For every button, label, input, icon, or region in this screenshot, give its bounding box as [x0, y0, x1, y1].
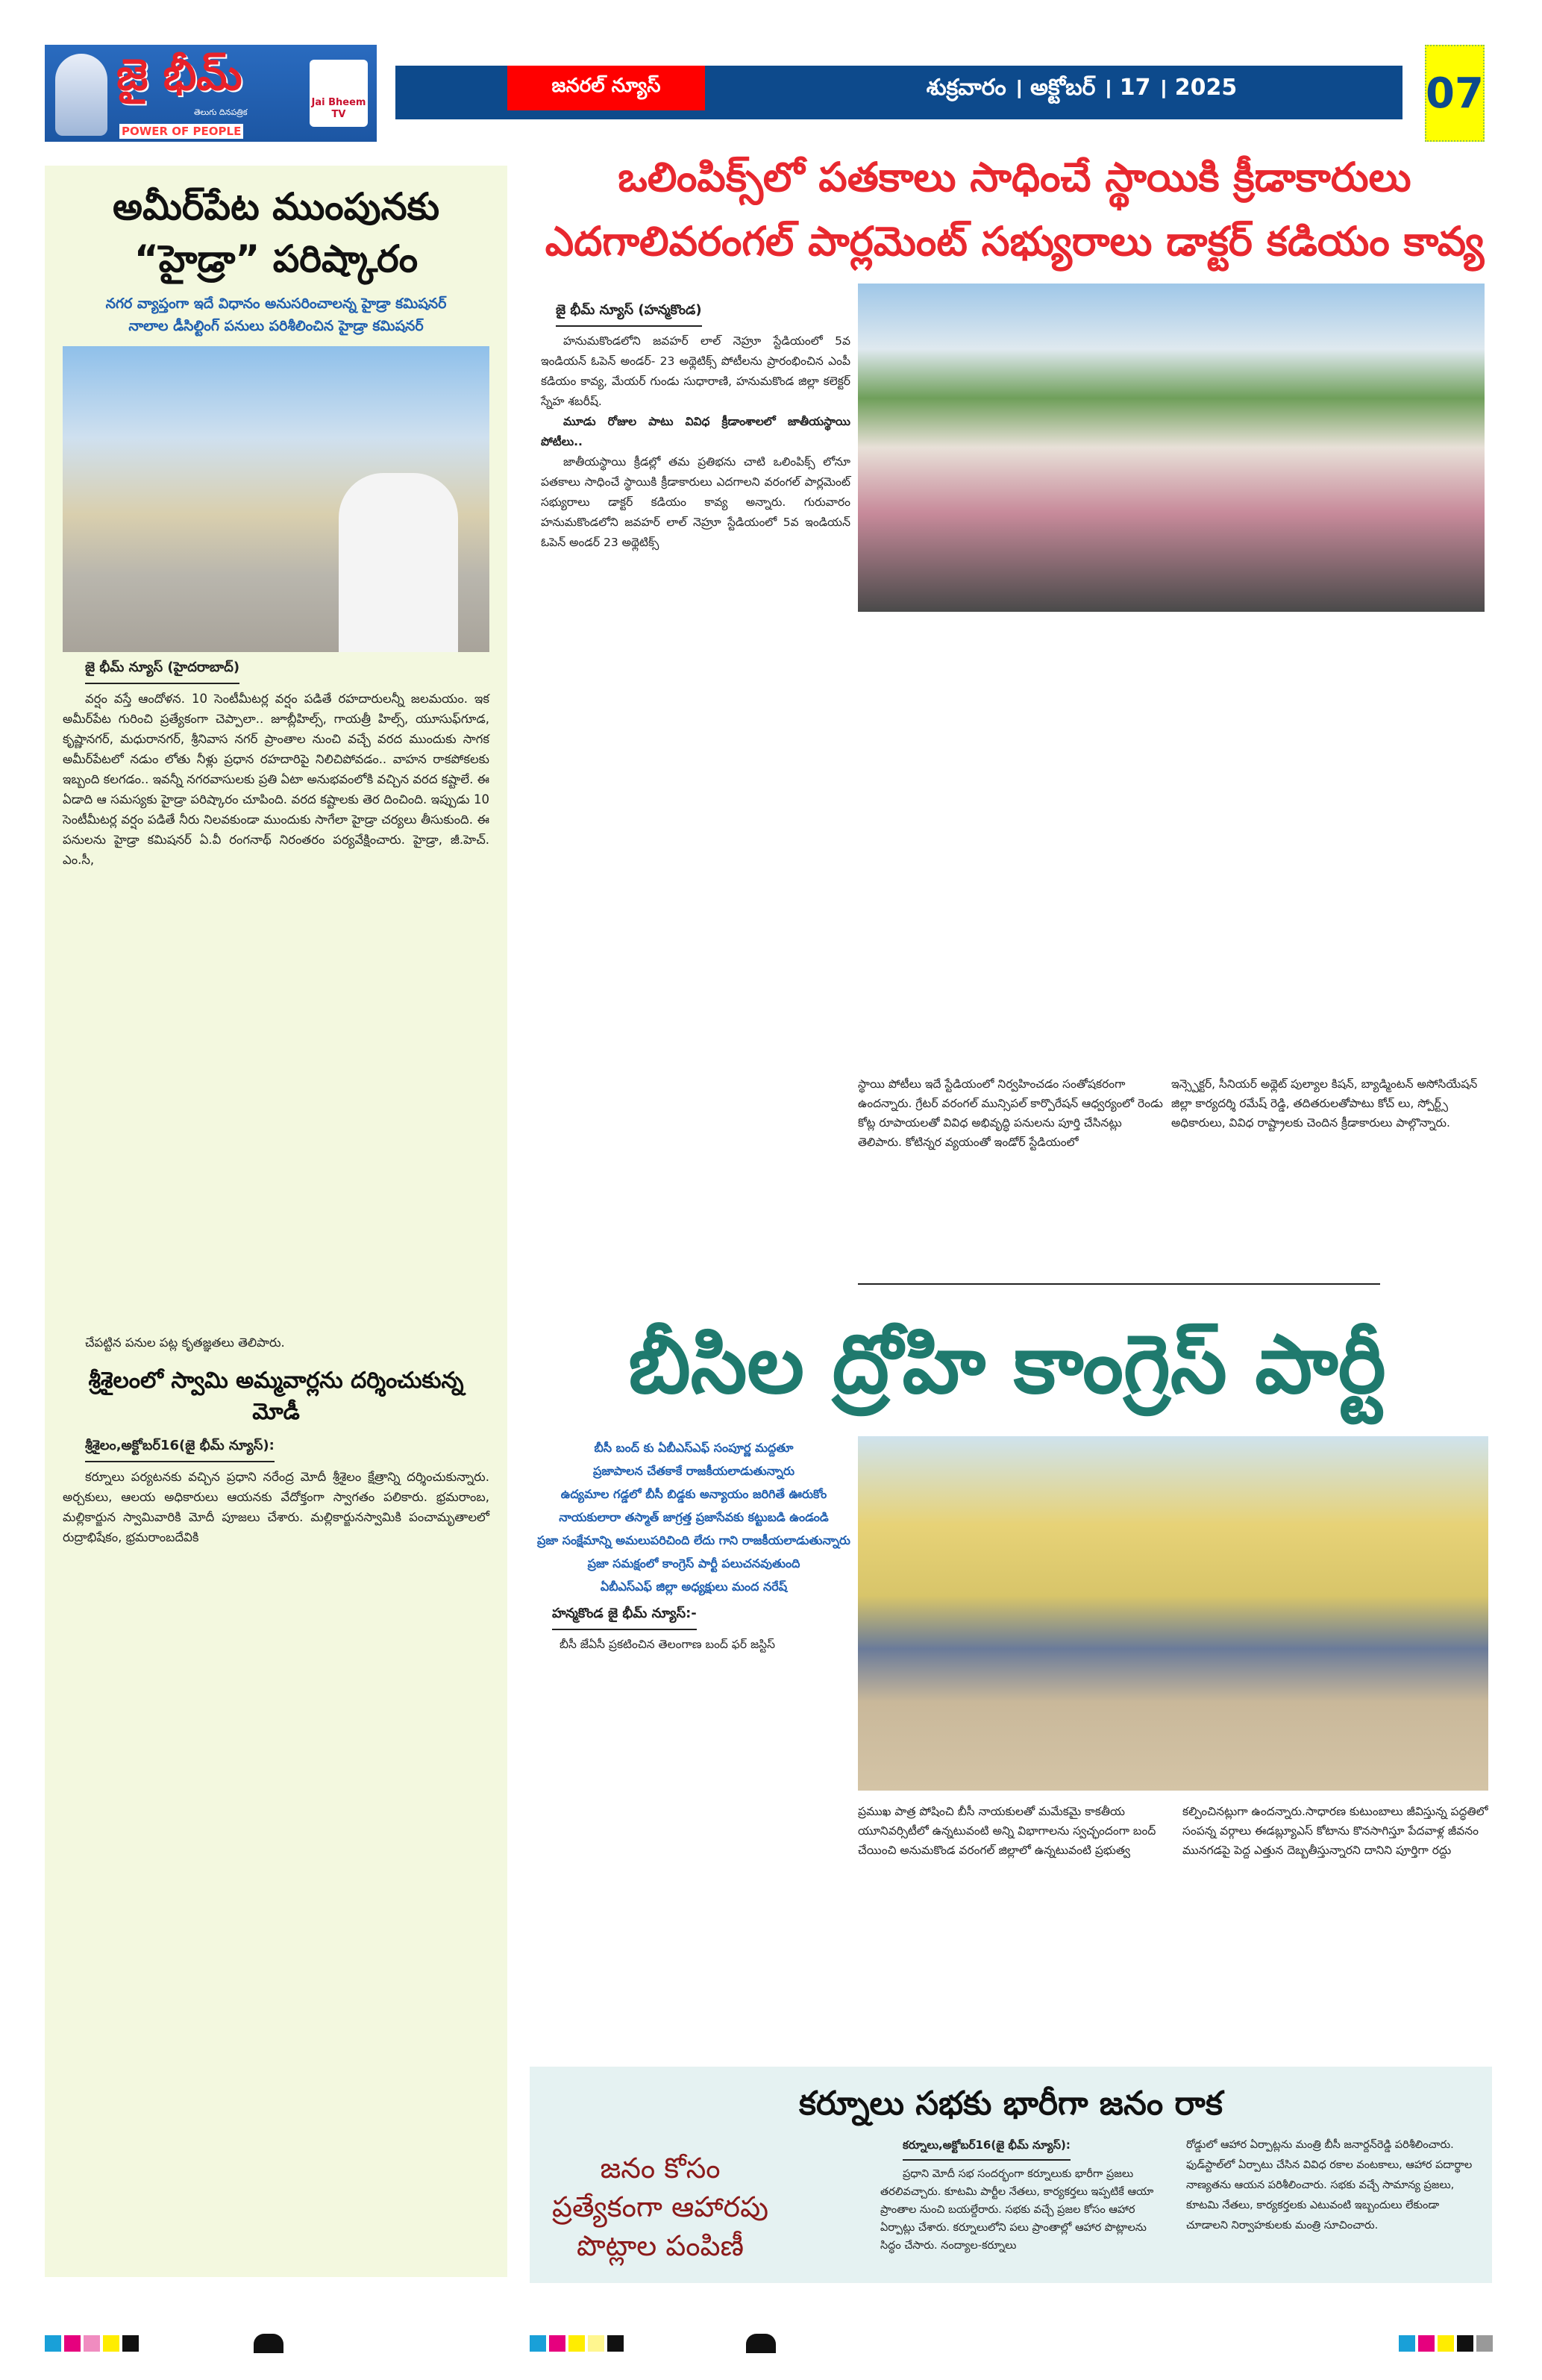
subhead: ఏబీఎస్ఎఫ్ జిల్లా అధ్యక్షులు మంద నరేష్ — [600, 1579, 788, 1594]
kurnool-article — [530, 2067, 1492, 2283]
page-number: 07 — [1425, 45, 1485, 142]
article-closing: చేపట్టిన పనుల పట్ల కృతజ్ఞతలు తెలిపారు. — [85, 1335, 285, 1350]
srisailam-article — [45, 1353, 507, 1547]
subtitle: తెలుగు దినపత్రిక — [194, 107, 248, 117]
subhead: బీసీ బంద్ కు ఏబీఎస్ఎఫ్ సంపూర్ణ మద్దతూ — [594, 1441, 794, 1455]
crop-mark — [746, 2334, 776, 2353]
article-body: బీసీ జేఏసీ ప్రకటించిన తెలంగాణ బంద్ ఫర్ జస్టిస్ — [560, 1638, 776, 1651]
tv-logo: Jai Bheem TV — [310, 60, 368, 127]
bc-headline: బీసిల ద్రోహి కాంగ్రెస్ పార్టీ — [628, 1318, 1386, 1412]
bc-subheads — [537, 1436, 850, 1655]
headline: శ్రీశైలంలో స్వామి అమ్మవార్లను దర్శించుకున్న మోడీ — [88, 1368, 464, 1425]
olympics-col-3: ఇన్స్పెక్టర్, సీనియర్ అథ్లెట్ పుల్యాల కిషన్, బ్యాడ్మింటన్ అసోసియేషన్ జిల్లా కార్యదర్శి రమేష్ రెడ్డి, తదితరులతోపాటు కోచ్ లు, స్పోర్ట్స్ అధికారులు, వివిధ రాష్ట్రాలకు చెందిన క్రీడాకారులు పాల్గొన్నారు. — [1171, 1077, 1478, 1130]
dateline: హన్మకొండ జై భీమ్ న్యూస్:- — [552, 1606, 697, 1630]
headline-line: ఎదగాలివరంగల్ పార్లమెంట్ సభ్యురాలు డాక్టర్ కడియం కావ్య — [545, 218, 1485, 265]
subhead: నాయకులారా తస్మాత్ జాగ్రత్త ప్రజాసేవకు కట్టుబడి ఉండండి — [559, 1510, 829, 1524]
subhead: ప్రజా సమక్షంలో కాంగ్రెస్ పార్టీ పలుచనవుతుంది — [587, 1556, 800, 1571]
subhead: ప్రజా సంక్షేమాన్ని అమలుపరిచింది లేదు గాని రాజకీయలాడుతున్నారు — [537, 1533, 850, 1547]
subhead: ఉద్యమాల గడ్డలో బీసీ బిడ్డకు అన్యాయం జరిగితే ఊరుకోం — [560, 1487, 827, 1501]
amberpet-article — [45, 166, 507, 1353]
subhead: నగర వ్యాప్తంగా ఇదే విధానం అనుసరించాలన్న హైడ్రా కమిషనర్ — [105, 295, 447, 312]
hydra-inspection-photo — [63, 346, 489, 652]
crop-mark — [254, 2334, 283, 2353]
kurnool-col-2: రోడ్డులో ఆహార ఏర్పాట్లను మంత్రి బీసీ జనార్దన్‌రెడ్డి పరిశీలించారు. ఫుడ్‌స్టాల్‌లో ఏర్పాటు చేసిన వివిధ రకాల వంటకాలు, ఆహార పదార్థాల నాణ్యతను ఆయన పరిశీలించారు. సభకు వచ్చే సామాన్య ప్రజలు, కూటమి నేతలు, కార్యకర్తలకు ఎటువంటి ఇబ్బందులు లేకుండా చూడాలని నిర్వాహకులకు మంత్రి సూచించారు. — [1186, 2139, 1473, 2232]
left-column — [45, 166, 507, 2277]
divider — [858, 1283, 1380, 1285]
headline: అమీర్‌పేట ముంపునకు — [112, 185, 440, 228]
paper-name: జై భీమ్ — [116, 49, 242, 100]
article-body: ప్రధాని మోదీ సభ సందర్భంగా కర్నూలుకు భారీగా ప్రజలు తరలివచ్చారు. కూటమి పార్టీల నేతలు, కార్యకర్తలు ఇప్పటికే ఆయా ప్రాంతాల నుంచి బయల్దేరారు. సభకు వచ్చే ప్రజల కోసం ఆహార ఏర్పాట్లు చేశారు. కర్నూలులోని పలు ప్రాంతాల్లో ఆహార పొట్లాలను సిద్ధం చేసారు. నంద్యాల-కర్నూలు — [880, 2168, 1154, 2252]
dateline: కర్నూలు,అక్టోబర్16(జై భీమ్ న్యూస్): — [903, 2138, 1071, 2161]
lead: హనుమకొండలోని జవహర్ లాల్ నెహ్రూ స్టేడియంలో 5వ ఇండియన్ ఓపెన్ అండర్- 23 అథ్లెటిక్స్ పోటీలను ప్రారంభించిన ఎంపీ కడియం కావ్య, మేయర్ గుండు సుధారాణి, హనుమకొండ జిల్లా కలెక్టర్ స్నేహ శబరీష్. — [541, 334, 850, 408]
headline-line: ఒలింపిక్స్‌లో పతకాలు సాధించే స్థాయికి క్రీడాకారులు — [618, 154, 1411, 201]
kurnool-col-1 — [880, 2138, 1164, 2255]
article-body: జాతీయస్థాయి క్రీడల్లో తమ ప్రతిభను చాటి ఒలింపిక్స్ లోనూ పతకాలు సాధించే స్థాయికి క్రీడాకారులు ఎదగాలని వరంగల్ పార్లమెంట్ సభ్యురాలు డాక్టర్ కడియం కావ్య అన్నారు. గురువారం హనుమకొండలోని జవహర్ లాల్ నెహ్రూ స్టేడియంలో 5వ ఇండియన్ ఓపెన్ అండర్ 23 అథ్లెటిక్స్ — [541, 455, 850, 549]
dateline: జై భీమ్ న్యూస్ (హన్మకొండ) — [556, 302, 702, 327]
side-title: జనం కోసం ప్రత్యేకంగా ఆహారపు పొట్లాల పంపిణీ — [551, 2152, 768, 2262]
olympics-col-2: స్థాయి పోటీలు ఇదే స్టేడియంలో నిర్వహించడం సంతోషకరంగా ఉందన్నారు. గ్రేటర్ వరంగల్ మున్సిపల్ కార్పొరేషన్ ఆధ్వర్యంలో రెండు కోట్ల రూపాయలతో వివిధ అభివృద్ధి పనులను పూర్తి చేసినట్లు తెలిపారు. కోటిన్నర వ్యయంతో ఇండోర్ స్టేడియంలో — [858, 1077, 1163, 1149]
registration-marks — [1399, 2335, 1496, 2355]
olympics-col-1 — [541, 295, 850, 553]
subhead: నాలాల డీసిల్టింగ్ పనులు పరిశీలించిన హైడ్రా కమిషనర్ — [128, 318, 424, 334]
headline: కర్నూలు సభకు భారీగా జనం రాక — [799, 2085, 1223, 2123]
registration-marks — [45, 2335, 142, 2355]
newspaper-logo — [45, 45, 377, 142]
tagline: POWER OF PEOPLE — [119, 124, 243, 139]
absf-protest-photo — [858, 1436, 1488, 1791]
dateline: శ్రీశైలం,అక్టోబర్16(జై భీమ్ న్యూస్): — [85, 1438, 275, 1462]
headline: “హైడ్రా” పరిష్కారం — [134, 237, 419, 281]
section-label: జనరల్ న్యూస్ — [507, 66, 705, 110]
article-body: వర్షం వస్తే ఆందోళన. 10 సెంటీమీటర్ల వర్షం పడితే రహదారులన్నీ జలమయం. ఇక అమీర్‌పేట గురించి ప్రత్యేకంగా చెప్పాలా.. జూబ్లీహిల్స్, గాయత్రీ హిల్స్, యూసుఫ్‌గూడ, కృష్ణానగర్, మధురానగర్, శ్రీనివాస నగర్ ప్రాంతాల నుంచి వచ్చే వరద ముందుకు సాగక అమీర్‌పేటలో నడుం లోతు నీళ్లు ప్రధాన రహదారిపై నిలిచిపోవడం.. వాహన రాకపోకలకు ఇబ్బంది కలగడం.. ఇవన్నీ నగరవాసులకు ప్రతి ఏటా అనుభవంలోకి వచ్చిన వరద కష్టాలే. ఈ ఏడాది ఆ సమస్యకు హైడ్రా పరిష్కారం చూపింది. వరద కష్టాలకు తెర దించింది. ఇప్పుడు 10 సెంటీమీటర్ల వర్షం పడితే నీరు నిలవకుండా ముందుకు సాగేలా హైడ్రా చర్యలు తీసుకుంది. ఈ పనులను హైడ్రా కమిషనర్ ఏ.వీ రంగనాథ్ నిరంతరం పర్యవేక్షించారు. హైడ్రా, జీ.హెచ్. ఎం.సీ, — [63, 692, 489, 867]
subhead: మూడు రోజుల పాటు వివిధ క్రీడాంశాలలో జాతీయస్థాయి పోటీలు.. — [541, 415, 850, 448]
bc-col-3: కల్పించినట్లుగా ఉందన్నారు.సాధారణ కుటుంబాలు జీవిస్తున్న పద్ధతిలో సంపన్న వర్గాలు ఈడబ్ల్యూఎస్ కోటాను కొనసాగిస్తూ పేదవాళ్ల జీవనం మునగడపై పెద్ద ఎత్తున దెబ్బతీస్తున్నారని దానిని పూర్తిగా రద్దు — [1182, 1805, 1488, 1857]
ambedkar-portrait — [55, 54, 107, 136]
article-body: కర్నూలు పర్యటనకు వచ్చిన ప్రధాని నరేంద్ర మోదీ శ్రీశైలం క్షేత్రాన్ని దర్శించుకున్నారు. అర్చకులు, ఆలయ అధికారులు ఆయనకు వేదోక్తంగా స్వాగతం పలికారు. భ్రమరాంబ, మల్లికార్జున స్వామివారికి మోదీ పూజలు చేశారు. మల్లికార్జునస్వామికి పంచామృతాలలో రుద్రాభిషేకం, భ్రమరాంబదేవికి — [63, 1470, 489, 1544]
mp-kavya-athletics-photo — [858, 284, 1485, 612]
dateline: జై భీమ్ న్యూస్ (హైదరాబాద్) — [85, 660, 239, 684]
olympics-headline — [537, 145, 1492, 274]
bc-col-2: ప్రముఖ పాత్ర పోషించి బీసీ నాయకులతో మమేకమై కాకతీయ యూనివర్సిటీలో ఉన్నటువంటి అన్ని విభాగాలను స్వచ్ఛందంగా బంద్ చేయించి అనుమకొండ వరంగల్ జిల్లాలో ఉన్నటువంటి ప్రభుత్వ — [858, 1805, 1156, 1857]
registration-marks — [530, 2335, 627, 2355]
issue-date: శుక్రవారం । అక్టోబర్ । 17 । 2025 — [926, 75, 1238, 101]
subhead: ప్రజాపాలన చేతకాకే రాజకీయలాడుతున్నారు — [592, 1464, 794, 1478]
